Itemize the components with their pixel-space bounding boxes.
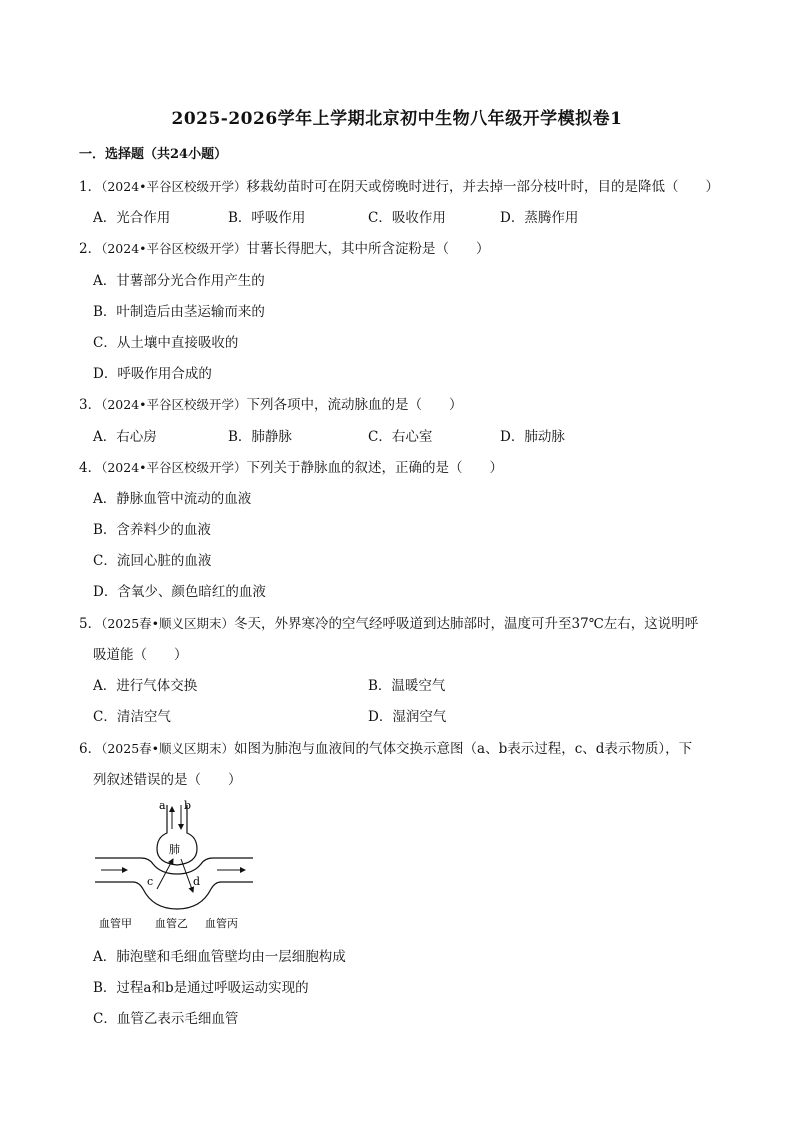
question-number: 2． <box>79 241 102 257</box>
label-lung: 肺 <box>169 843 180 856</box>
option-a[interactable]: A．右心房 <box>93 429 157 445</box>
option-a[interactable]: A．光合作用 <box>93 210 171 226</box>
question-text: 下列各项中，流动脉血的是（ ） <box>246 397 463 413</box>
alveolus-gas-exchange-figure <box>93 797 263 941</box>
label-a: a <box>159 799 166 812</box>
question-text: 下列关于静脉血的叙述，正确的是（ ） <box>246 460 504 476</box>
label-c: c <box>147 875 154 888</box>
alveolus-outline <box>157 805 197 865</box>
option-a[interactable]: A．进行气体交换 <box>93 678 198 694</box>
question-5 <box>79 612 698 632</box>
question-source: （2024•平谷区校级开学） <box>101 460 247 475</box>
option-c[interactable]: C．血管乙表示毛细血管 <box>93 1011 239 1027</box>
question-3 <box>79 393 463 413</box>
arrow-d <box>181 859 193 892</box>
option-c[interactable]: C．从土壤中直接吸收的 <box>93 335 239 351</box>
label-d: d <box>193 875 201 888</box>
label-vessel-jia: 血管甲 <box>99 917 132 930</box>
option-b[interactable]: B．肺静脉 <box>228 429 292 445</box>
question-number: 3． <box>79 397 102 413</box>
option-c[interactable]: C．右心室 <box>368 429 433 445</box>
option-c[interactable]: C．吸收作用 <box>368 210 446 226</box>
question-number: 6． <box>79 741 102 757</box>
question-source: （2024•平谷区校级开学） <box>101 241 247 256</box>
question-source: （2025春•顺义区期末） <box>101 741 235 756</box>
label-vessel-bing: 血管丙 <box>205 917 238 930</box>
option-a[interactable]: A．肺泡壁和毛细血管壁均由一层细胞构成 <box>93 949 346 965</box>
question-source: （2024•平谷区校级开学） <box>101 179 247 194</box>
page-title: 2025-2026学年上学期北京初中生物八年级开学模拟卷1 <box>171 109 623 129</box>
label-vessel-yi: 血管乙 <box>155 917 188 930</box>
question-text: 甘薯长得肥大，其中所含淀粉是（ ） <box>246 241 490 257</box>
option-d[interactable]: D．含氧少、颜色暗红的血液 <box>93 584 266 600</box>
section-heading: 一．选择题（共24小题） <box>79 147 228 162</box>
option-b[interactable]: B．含养料少的血液 <box>93 522 211 538</box>
question-number: 4． <box>79 460 102 476</box>
option-d[interactable]: D．蒸腾作用 <box>500 210 579 226</box>
option-a[interactable]: A．静脉血管中流动的血液 <box>93 491 252 507</box>
figure-svg <box>93 797 263 937</box>
option-b[interactable]: B．温暖空气 <box>368 678 446 694</box>
question-6 <box>79 737 692 757</box>
option-c[interactable]: C．清洁空气 <box>93 709 171 725</box>
option-a[interactable]: A．甘薯部分光合作用产生的 <box>93 273 265 289</box>
question-text: 移栽幼苗时可在阴天或傍晚时进行，并去掉一部分枝叶时，目的是降低（ ） <box>246 179 720 195</box>
question-text: 如图为肺泡与血液间的气体交换示意图（a、b表示过程，c、d表示物质），下 <box>234 741 693 757</box>
question-source: （2025春•顺义区期末） <box>101 616 235 631</box>
option-b[interactable]: B．过程a和b是通过呼吸运动实现的 <box>93 980 309 996</box>
option-b[interactable]: B．叶制造后由茎运输而来的 <box>93 304 265 320</box>
option-d[interactable]: D．呼吸作用合成的 <box>93 366 212 382</box>
question-text-continued: 吸道能（ ） <box>93 647 188 663</box>
option-d[interactable]: D．肺动脉 <box>500 429 565 445</box>
question-4 <box>79 456 503 476</box>
option-c[interactable]: C．流回心脏的血液 <box>93 553 212 569</box>
option-b[interactable]: B．呼吸作用 <box>228 210 306 226</box>
question-number: 1． <box>79 179 102 195</box>
question-number: 5． <box>79 616 102 632</box>
label-b: b <box>184 799 192 812</box>
vessel-lower-wall <box>95 882 253 909</box>
option-d[interactable]: D．湿润空气 <box>368 709 447 725</box>
question-source: （2024•平谷区校级开学） <box>101 397 247 412</box>
question-text: 冬天，外界寒冷的空气经呼吸道到达肺部时，温度可升至37℃左右，这说明呼 <box>234 616 699 632</box>
vessel-upper-wall <box>95 858 253 874</box>
question-2 <box>79 237 490 257</box>
question-1 <box>79 175 719 195</box>
question-text-continued: 列叙述错误的是（ ） <box>93 772 242 788</box>
